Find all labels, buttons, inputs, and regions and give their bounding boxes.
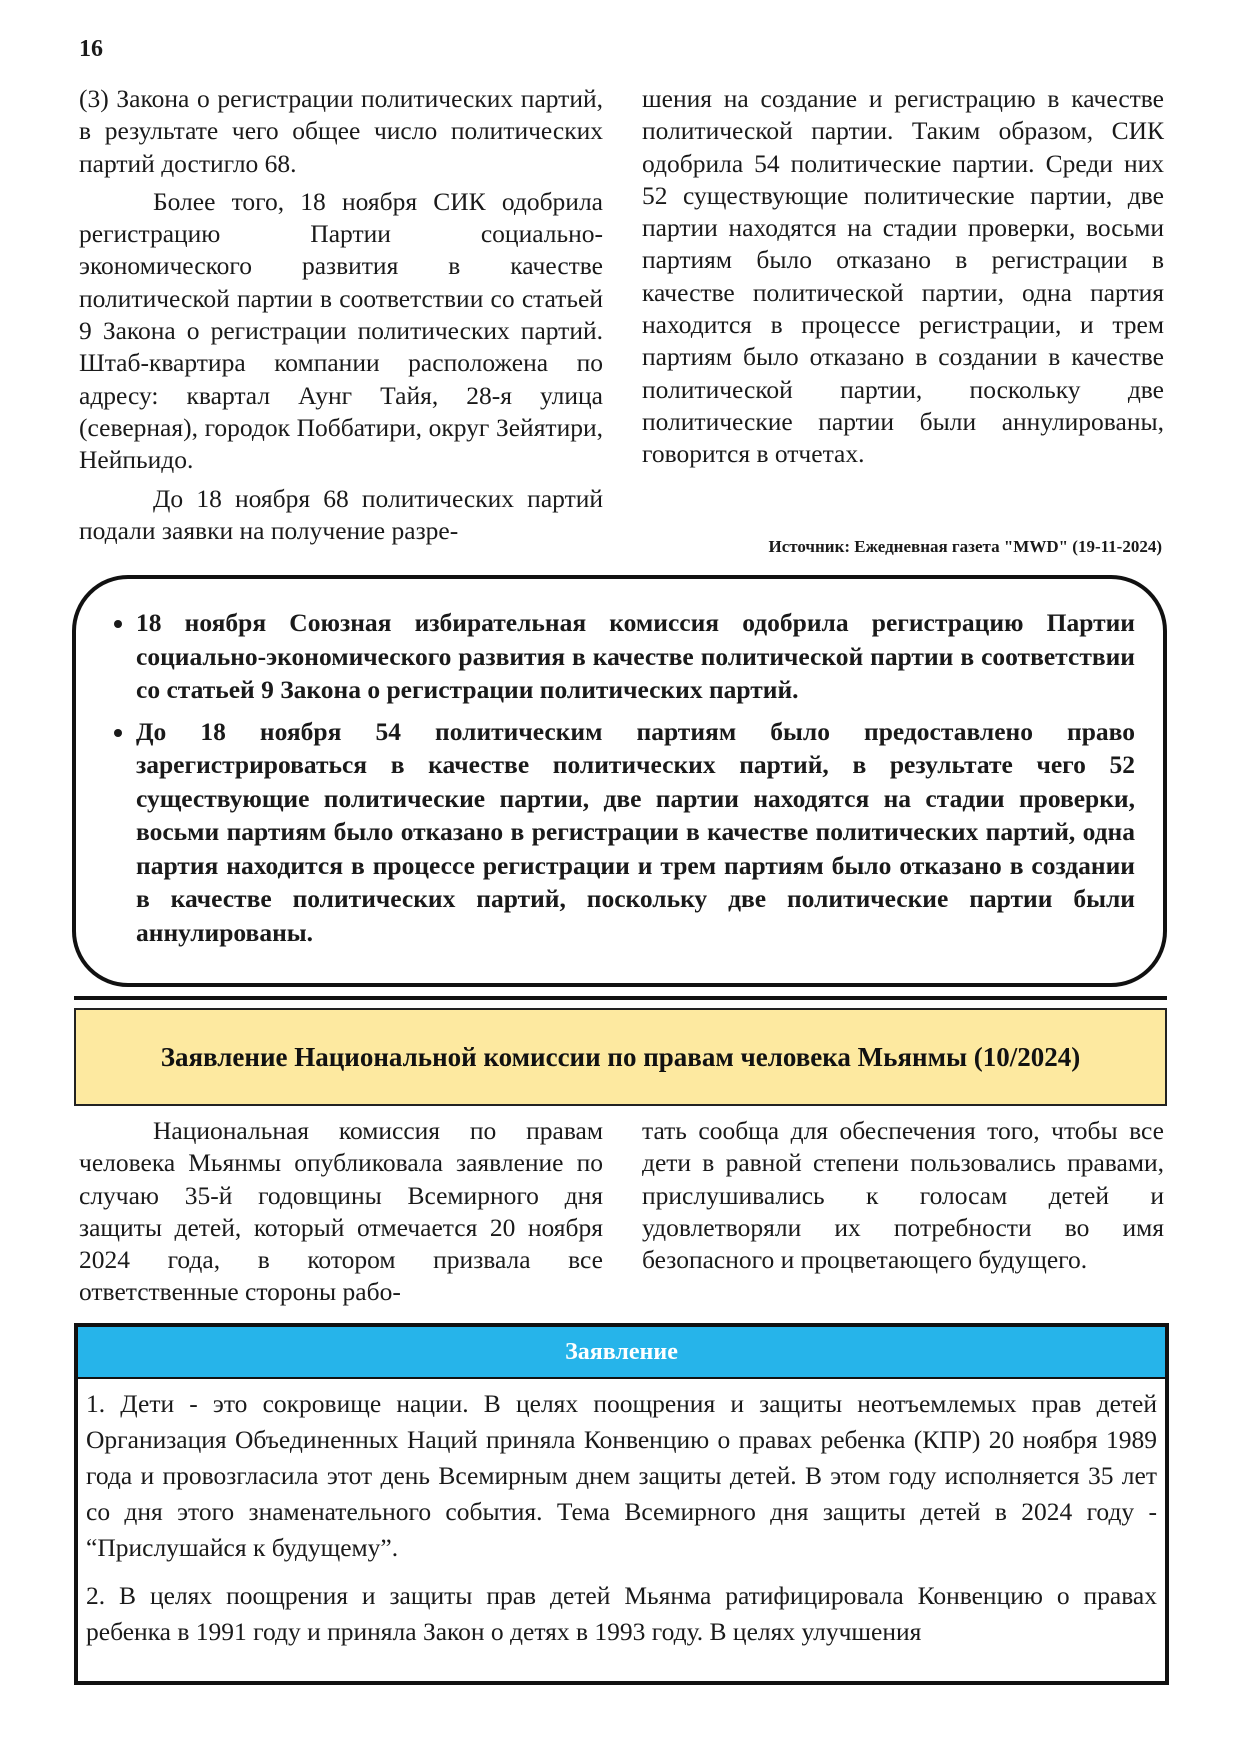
summary-bullet: • До 18 ноября 54 политическим партиям было предоставлено право зарегистрироваться в качестве политических партий, в результате чего 52 существующие политические партии, две партии находятся на стадии проверки, восьми партиям было отказано в регистрации в качестве политических партий, одна партия находится в процессе регистрации и трем партиям было отказано в создании в качестве политических партий, поскольку две политические партии были аннулированы. — [136, 715, 1135, 950]
section-divider — [74, 996, 1167, 1000]
article1-paragraph: (3) Закона о регистрации политических партий, в результате чего общее число политических партий достигло 68. — [79, 84, 603, 178]
article1-paragraph: До 18 ноября 68 политических партий подали заявки на получение разре- — [79, 483, 603, 545]
statement-title: Заявление — [78, 1327, 1165, 1379]
article2-left-column — [79, 1115, 603, 1309]
statement-body — [78, 1379, 1165, 1650]
summary-list — [76, 579, 1163, 949]
page-number: 16 — [79, 36, 103, 62]
article2-paragraph: Национальная комиссия по правам человека Мьянмы опубликовала заявление по случаю 35-й годовщины Всемирного дня защиты детей, который отмечается 20 ноября 2024 года, в котором призвала все ответственные стороны рабо- — [79, 1116, 603, 1307]
statement-paragraph: 2. В целях поощрения и защиты прав детей Мьянма ратифицировала Конвенцию о правах ребенка в 1991 году и приняла Закон о детях в 1993 году. В целях улучшения — [86, 1581, 1157, 1646]
article2-right-column — [642, 1115, 1164, 1276]
source-credit: Источник: Ежедневная газета "MWD" (19-11-2024) — [768, 537, 1162, 556]
article1-right-column — [642, 83, 1164, 471]
article1-paragraph: шения на создание и регистрацию в качестве политической партии. Таким образом, СИК одобрила 54 политические партии. Среди них 52 существующие политические партии, две партии находятся на стадии проверки, восьми партиям было отказано в регистрации в качестве политической партии, одна партия находится в процессе регистрации, и трем партиям было отказано в создании в качестве политической партии, поскольку две политические партии были аннулированы, говорится в отчетах. — [642, 84, 1164, 469]
statement-paragraph: 1. Дети - это сокровище нации. В целях поощрения и защиты неотъемлемых прав детей Организация Объединенных Наций приняла Конвенцию о правах ребенка (КПР) 20 ноября 1989 года и провозгласила этот день Всемирным днем защиты детей. В этом году исполняется 35 лет со дня этого знаменательного события. Тема Всемирного дня защиты детей в 2024 году - “Прислушайся к будущему”. — [86, 1389, 1157, 1562]
article2-paragraph: тать сообща для обеспечения того, чтобы все дети в равной степени пользовались правами, прислушивались к голосам детей и удовлетворяли их потребности во имя безопасного и процветающего будущего. — [642, 1116, 1164, 1275]
article1-left-column — [79, 83, 603, 547]
summary-bullet: • 18 ноября Союзная избирательная комиссия одобрила регистрацию Партии социально-экономического развития в качестве политической партии в соответствии со статьей 9 Закона о регистрации политических партий. — [136, 606, 1135, 707]
article1-paragraph: Более того, 18 ноября СИК одобрила регистрацию Партии социально-экономического развития в качестве политической партии в соответствии со статьей 9 Закона о регистрации политических партий. Штаб-квартира компании расположена по адресу: квартал Аунг Тайя, 28-я улица (северная), городок Поббатири, округ Зейятири, Нейпьидо. — [79, 186, 603, 475]
statement-box — [74, 1323, 1169, 1685]
article2-heading: Заявление Национальной комиссии по правам человека Мьянмы (10/2024) — [74, 1008, 1167, 1106]
summary-box — [72, 575, 1167, 987]
